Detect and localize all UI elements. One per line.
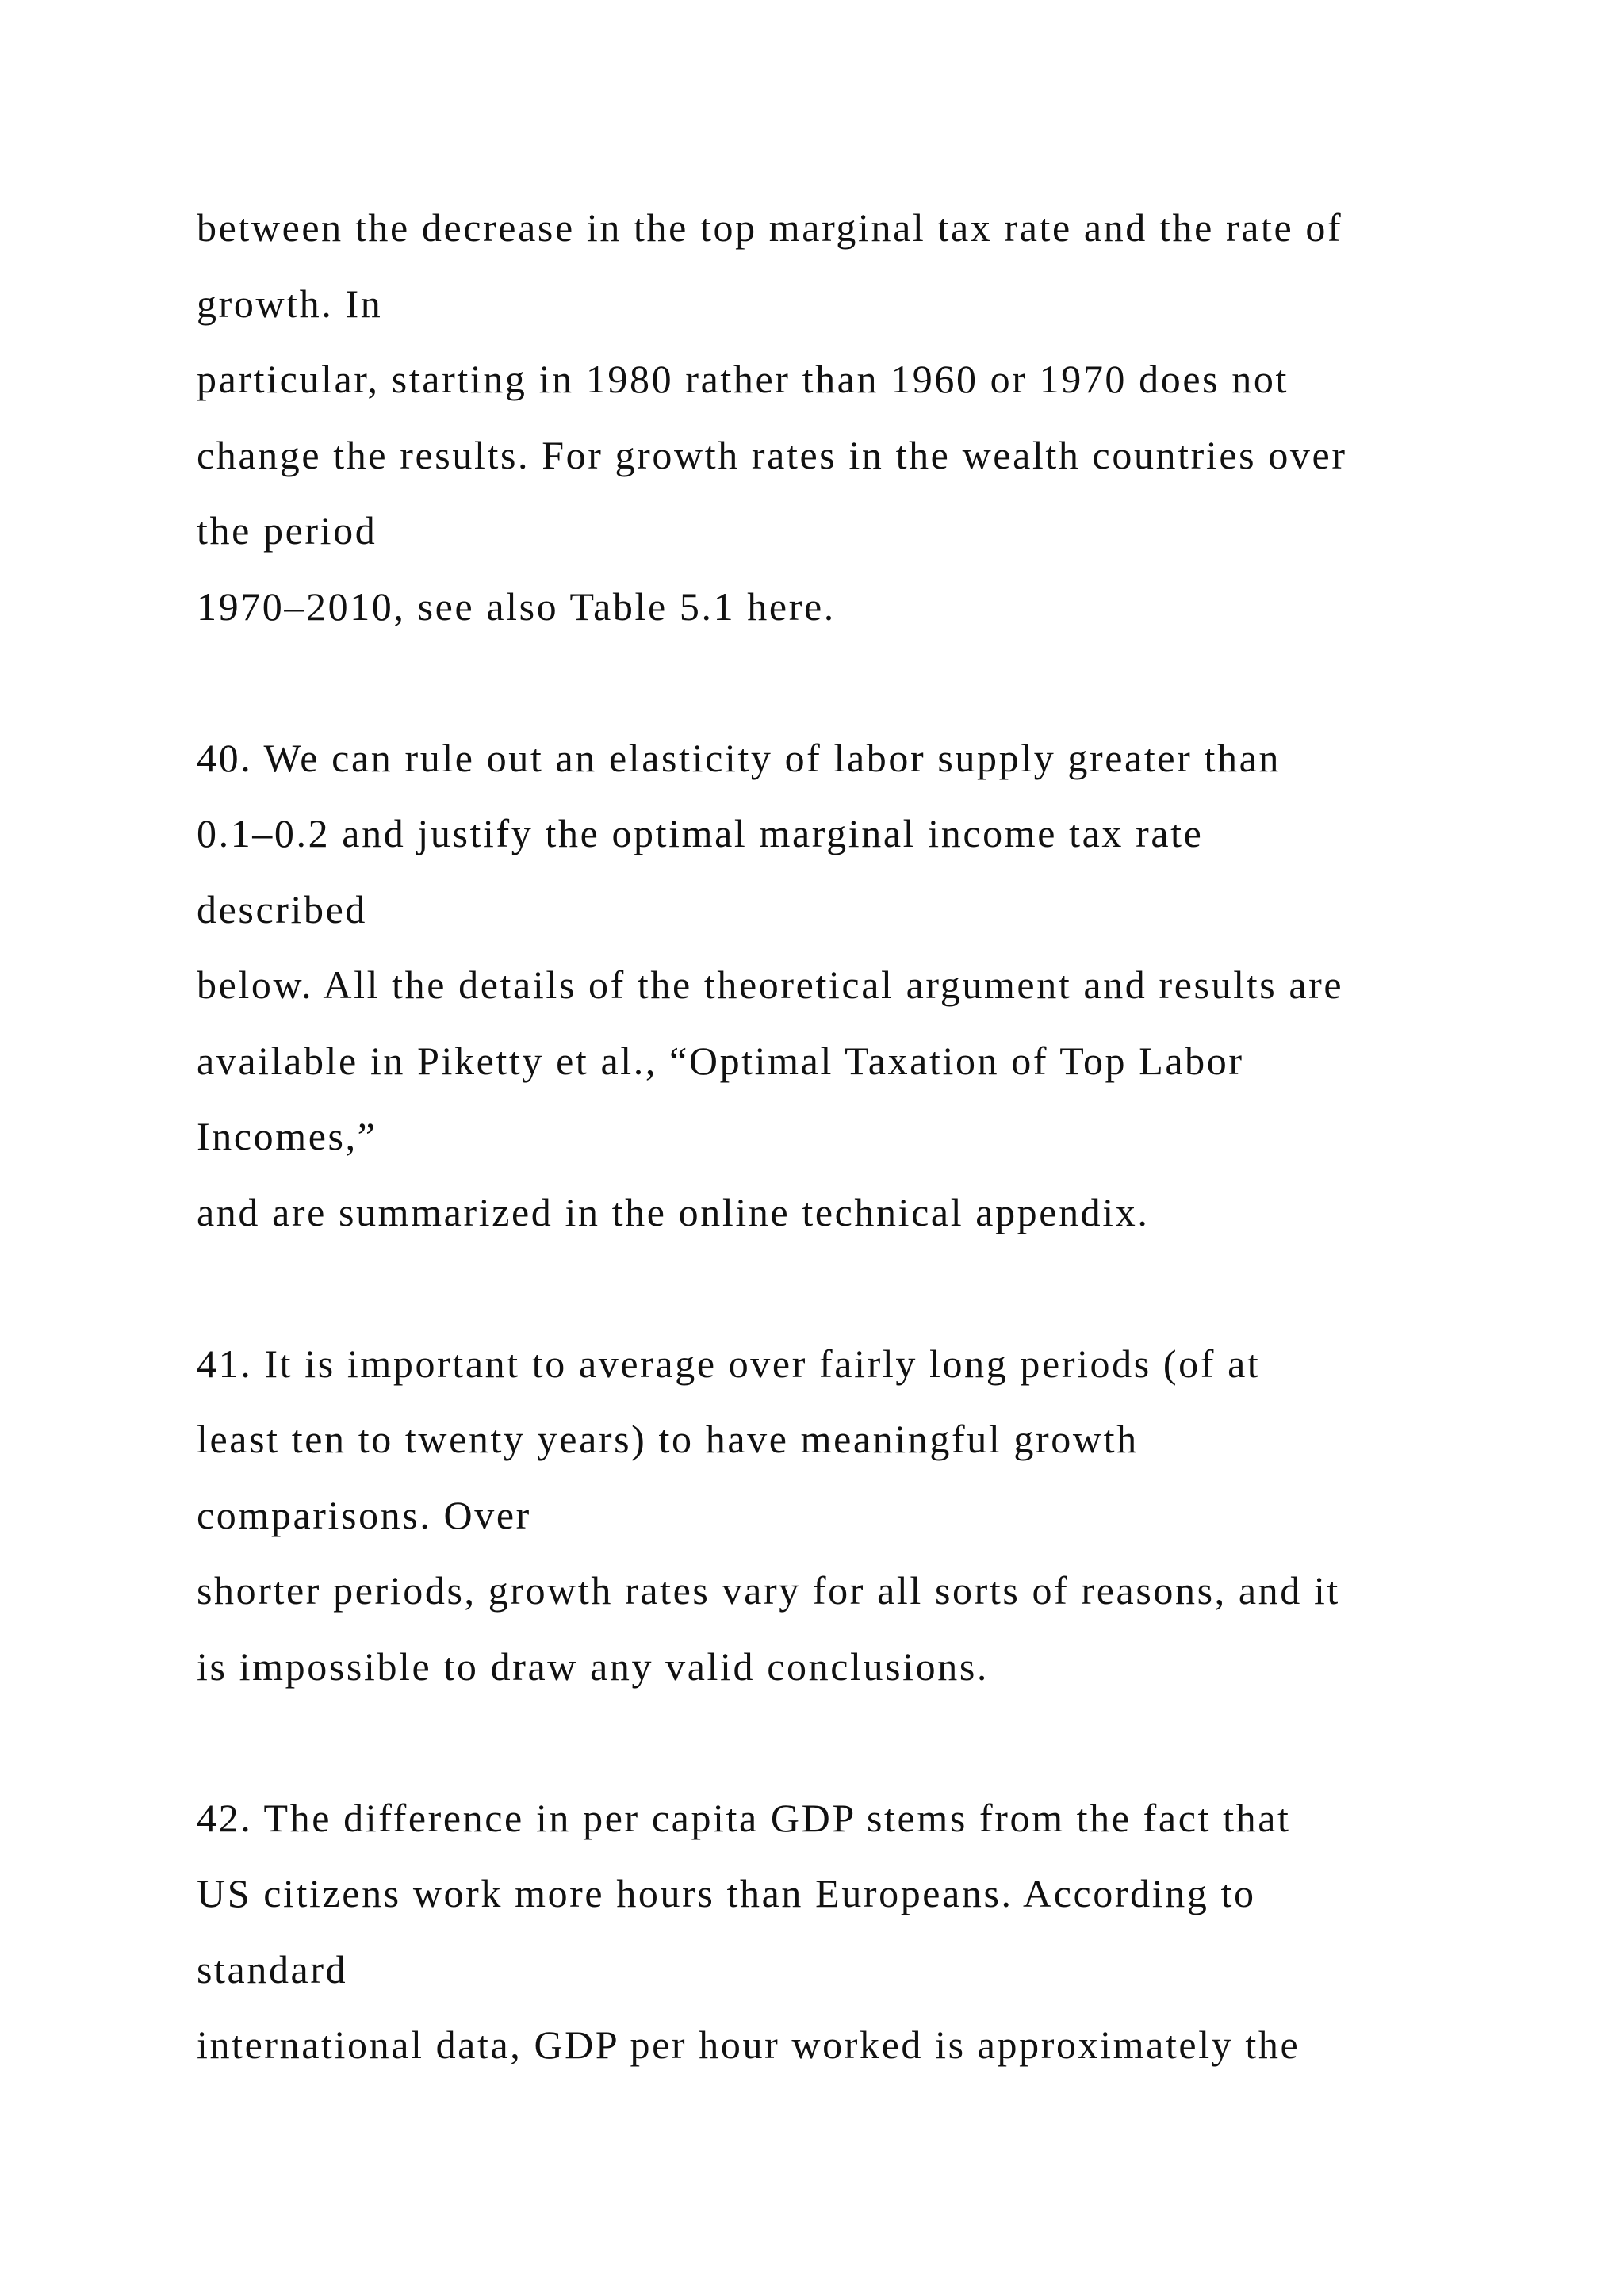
text-line: 1970–2010, see also Table 5.1 here.	[197, 584, 836, 629]
text-line: between the decrease in the top marginal tax rate and the rate of	[197, 205, 1343, 250]
text-line: below. All the details of the theoretical argument and results are	[197, 962, 1344, 1007]
text-line: comparisons. Over	[197, 1492, 531, 1537]
text-line: shorter periods, growth rates vary for all sorts of reasons, and it	[197, 1568, 1340, 1613]
blank-line	[197, 1250, 1465, 1326]
text-line: 0.1–0.2 and justify the optimal marginal income tax rate	[197, 811, 1204, 855]
note-41-line: 41. It is important to average over fairly long periods (of at	[197, 1341, 1261, 1386]
text-line: the period	[197, 508, 377, 553]
document-text	[197, 190, 1465, 2084]
text-line: US citizens work more hours than Europeans. According to	[197, 1871, 1256, 1915]
note-42-line: 42. The difference in per capita GDP stems from the fact that	[197, 1795, 1291, 1840]
text-line: and are summarized in the online technical appendix.	[197, 1189, 1150, 1234]
note-40-line: 40. We can rule out an elasticity of labor supply greater than	[197, 735, 1281, 780]
blank-line	[197, 1705, 1465, 1781]
text-line: is impossible to draw any valid conclusions.	[197, 1644, 990, 1689]
text-line: Incomes,”	[197, 1114, 377, 1158]
text-line: available in Piketty et al., “Optimal Taxation of Top Labor	[197, 1038, 1244, 1083]
blank-line	[197, 645, 1465, 721]
text-line: standard	[197, 1946, 348, 1992]
text-line: international data, GDP per hour worked is approximately the	[197, 2022, 1300, 2067]
text-line: growth. In	[197, 281, 383, 326]
text-line: change the results. For growth rates in the wealth countries over	[197, 432, 1347, 477]
text-line: particular, starting in 1980 rather than 1960 or 1970 does not	[197, 357, 1289, 401]
text-line: described	[197, 886, 367, 932]
text-line: least ten to twenty years) to have meaningful growth	[197, 1417, 1139, 1461]
